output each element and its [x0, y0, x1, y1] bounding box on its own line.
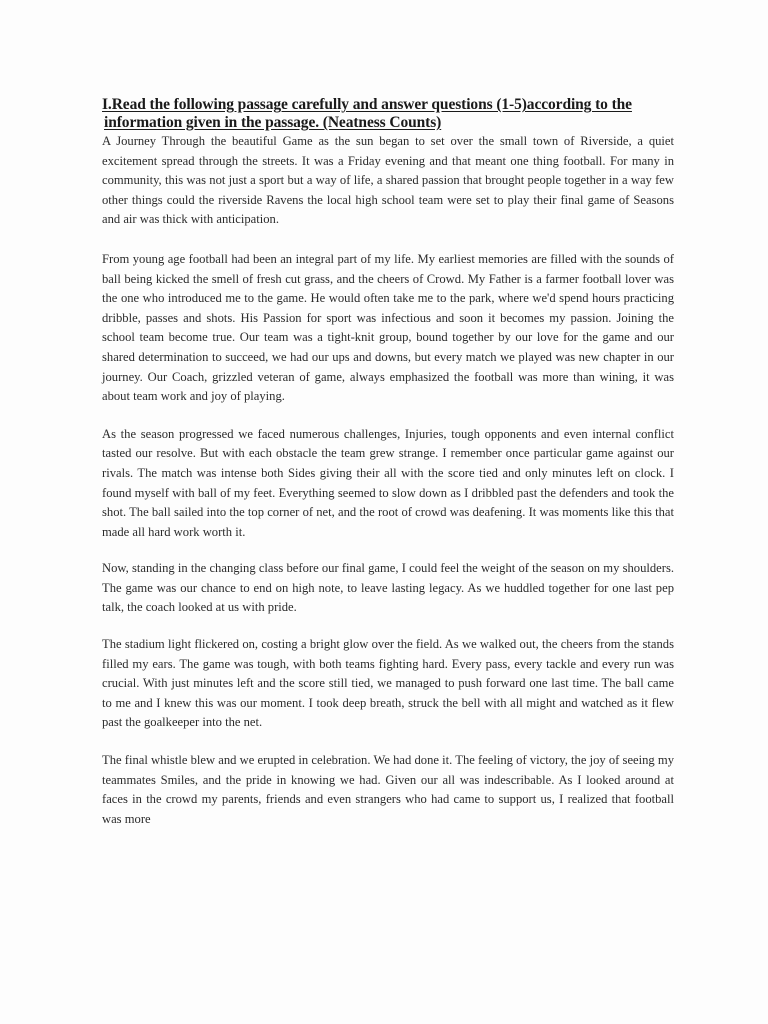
passage-content	[102, 96, 674, 829]
paragraph-4: Now, standing in the changing class before our final game, I could feel the weight of the season on my shoulders. The game was our chance to end on high note, to leave lasting legacy. As we huddled together for one last pep talk, the coach looked at us with pride.	[102, 561, 674, 615]
heading-line-2: information given in the passage. (Neatness Counts)	[104, 114, 442, 131]
paragraph-6: The final whistle blew and we erupted in celebration. We had done it. The feeling of victory, the joy of seeing my teammates Smiles, and the pride in knowing we had. Given our all was indescribable. As I looked around at faces in the crowd my parents, friends and even strangers who had came to support us, I realized that football was more	[102, 753, 674, 826]
instructions-heading	[102, 96, 674, 132]
heading-line-1: I.Read the following passage carefully and answer questions (1-5)according to the	[102, 96, 632, 113]
paragraph-5: The stadium light flickered on, costing a bright glow over the field. As we walked out, the cheers from the stands filled my ears. The game was tough, with both teams fighting hard. Every pass, every tackle and every run was crucial. With just minutes left and the score still tied, we managed to push forward one last time. The ball came to me and I knew this was our moment. I took deep breath, struck the bell with all might and watched as it flew past the goalkeeper into the net.	[102, 637, 674, 730]
paragraph-2: From young age football had been an integral part of my life. My earliest memories are filled with the sounds of ball being kicked the smell of fresh cut grass, and the cheers of Crowd. My Father is a farmer football lover was the one who introduced me to the game. He would often take me to the park, where we'd spend hours practicing dribble, passes and shots. His Passion for sport was infectious and soon it becomes my passion. Joining the school team become true. Our team was a tight-knit group, bound together by our love for the game and our shared determination to succeed, we had our ups and downs, but every match we played was new chapter in our journey. Our Coach, grizzled veteran of game, always emphasized the football was more than wining, it was about team work and joy of playing.	[102, 251, 674, 404]
paragraph-3: As the season progressed we faced numerous challenges, Injuries, tough opponents and even internal conflict tasted our resolve. But with each obstacle the team grew strange. I remember once particular game against our rivals. The match was intense both Sides giving their all with the score tied and only minutes left on clock. I found myself with ball of my feet. Everything seemed to slow down as I dribbled past the defenders and took the shot. The ball sailed into the top corner of net, and the root of crowd was deafening. It was moments like this that made all hard work worth it.	[102, 426, 674, 539]
paragraph-1: A Journey Through the beautiful Game as the sun began to set over the small town of Riverside, a quiet excitement spread through the streets. It was a Friday evening and that meant one thing football. For many in community, this was not just a sport but a way of life, a shared passion that brought people together in a way few other things could the riverside Ravens the local high school team were set to play their final game of Seasons and air was thick with anticipation.	[102, 134, 674, 227]
